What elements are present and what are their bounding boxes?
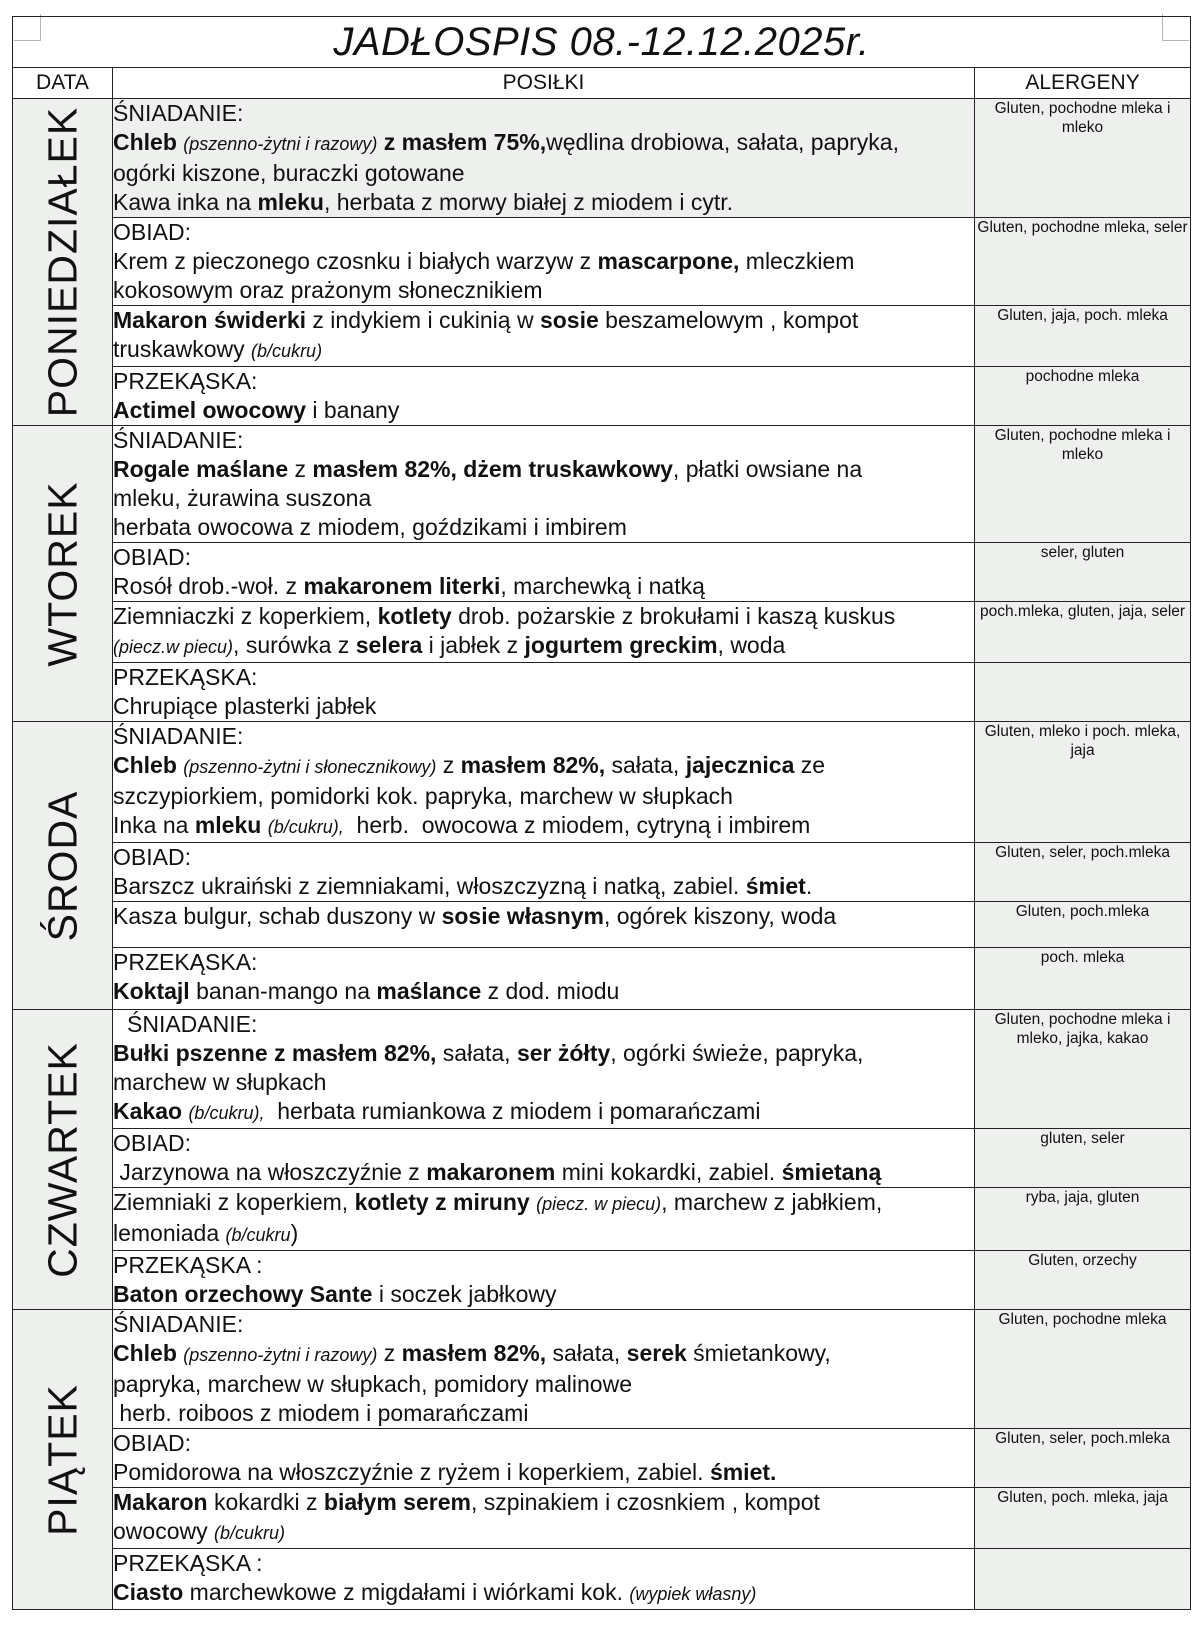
meal-line: [113, 631, 974, 662]
meal-text-bold: z masłem 75%,: [383, 129, 547, 155]
menu-row: [13, 1549, 1191, 1610]
meal-text-note: (wypiek własny): [629, 1584, 757, 1604]
meal-line: [113, 1129, 974, 1158]
meal-text-bold: masłem 82%,: [460, 752, 606, 778]
meal-line: [113, 1339, 974, 1370]
allergens-cell: Gluten, pochodne mleka i mleko: [975, 426, 1191, 543]
meal-text: , płatki owsiane na: [672, 456, 863, 482]
meal-line: [113, 1039, 974, 1068]
menu-row: [13, 1488, 1191, 1549]
meal-text-bold: kotlety z miruny: [354, 1189, 530, 1215]
meal-text: , ogórki świeże, papryka,: [610, 1040, 864, 1066]
meal-text: Ziemniaczki z koperkiem,: [113, 603, 378, 629]
allergens-cell: Gluten, pochodne mleka: [975, 1310, 1191, 1429]
allergens-cell: Gluten, orzechy: [975, 1251, 1191, 1310]
meal-text-note: (piecz. w piecu): [536, 1194, 662, 1214]
meal-text: OBIAD:: [113, 219, 191, 245]
meal-text-bold: Chleb: [113, 752, 177, 778]
meal-text: mleku, żurawina suszona: [113, 485, 372, 511]
meal-text: herbata owocowa z miodem, goździkami i imbirem: [113, 514, 627, 540]
meal-text: OBIAD:: [113, 1430, 191, 1456]
meal-line: [113, 1188, 974, 1219]
meal-cell: [113, 1549, 975, 1610]
meal-text-bold: białym serem: [323, 1489, 471, 1515]
meal-line: [113, 1549, 974, 1578]
meal-text-bold: jajecznica: [685, 752, 795, 778]
meal-text: kokosowym oraz prażonym słonecznikiem: [113, 277, 543, 303]
meal-text: z: [288, 456, 313, 482]
meal-text-bold: sosie własnym: [441, 903, 604, 929]
meal-line: [113, 1488, 974, 1517]
menu-row: [13, 948, 1191, 1010]
meal-text-note: (pszenno-żytni i razowy): [183, 134, 378, 154]
meal-cell: [113, 1188, 975, 1251]
column-header-allergens: ALERGENY: [975, 68, 1191, 99]
meal-text-bold: sosie: [539, 307, 599, 333]
meal-line: [113, 572, 974, 601]
meal-cell: [113, 948, 975, 1010]
meal-text-bold: Actimel owocowy: [113, 397, 306, 423]
meal-text: marchew w słupkach: [113, 1069, 327, 1095]
meal-text-bold: mleku: [257, 189, 324, 215]
meal-text-bold: Makaron świderki: [113, 307, 307, 333]
meal-text: sałata,: [605, 752, 686, 778]
meal-line: [113, 948, 974, 977]
menu-row: [13, 218, 1191, 306]
menu-row: [13, 367, 1191, 426]
meal-cell: [113, 843, 975, 902]
meal-text-bold: mascarpone,: [597, 248, 740, 274]
day-cell: [13, 99, 113, 426]
meal-text: Chrupiące plasterki jabłek: [113, 693, 377, 719]
meal-line: [113, 1399, 974, 1428]
allergens-cell: poch. mleka: [975, 948, 1191, 1010]
meal-text: z indykiem i cukinią w: [306, 307, 540, 333]
meal-text-bold: makaronem literki: [303, 573, 501, 599]
meal-text: śmietankowy,: [686, 1340, 831, 1366]
meal-line: [113, 455, 974, 484]
menu-title: JADŁOSPIS 08.-12.12.2025r.: [13, 17, 1191, 68]
menu-row: [13, 1010, 1191, 1129]
meal-text-bold: maślance: [376, 978, 482, 1004]
meal-text: mleczkiem: [739, 248, 855, 274]
meal-text: papryka, marchew w słupkach, pomidory malinowe: [113, 1371, 632, 1397]
meal-cell: [113, 902, 975, 948]
meal-text: , surówka z: [233, 632, 356, 658]
meal-cell: [113, 426, 975, 543]
allergens-cell: Gluten, mleko i poch. mleka, jaja: [975, 722, 1191, 843]
meal-text: mini kokardki, zabiel.: [555, 1159, 782, 1185]
meal-line: [113, 1429, 974, 1458]
meal-line: [113, 663, 974, 692]
meal-line: [113, 128, 974, 159]
allergens-cell: seler, gluten: [975, 543, 1191, 602]
allergens-cell: pochodne mleka: [975, 367, 1191, 426]
meal-line: [113, 902, 974, 931]
meal-line: [113, 218, 974, 247]
menu-row: [13, 1429, 1191, 1488]
meal-cell: [113, 1429, 975, 1488]
allergens-cell: Gluten, seler, poch.mleka: [975, 1429, 1191, 1488]
meal-line: [113, 1280, 974, 1309]
allergens-cell: Gluten, pochodne mleka i mleko, jajka, kakao: [975, 1010, 1191, 1129]
day-label: ŚRODA: [39, 790, 85, 941]
meal-text: ŚNIADANIE:: [113, 1311, 244, 1337]
menu-row: [13, 1251, 1191, 1310]
meal-text-note: (b/cukru: [225, 1225, 291, 1245]
meal-cell: [113, 722, 975, 843]
meal-line: [113, 1578, 974, 1609]
meal-line: [113, 1458, 974, 1487]
meal-text: z: [436, 752, 461, 778]
allergens-cell: Gluten, pochodne mleka, seler: [975, 218, 1191, 306]
meal-line: [113, 543, 974, 572]
meal-text-note: (pszenno-żytni i słonecznikowy): [183, 757, 437, 777]
meal-text: PRZEKĄSKA:: [113, 368, 258, 394]
meal-text: i soczek jabłkowy: [372, 1281, 557, 1307]
meal-line: [113, 1010, 974, 1039]
meal-text-bold: Makaron: [113, 1489, 208, 1515]
meal-text: Barszcz ukraiński z ziemniakami, włoszczyzną i natką, zabiel.: [113, 873, 746, 899]
allergens-cell: Gluten, poch. mleka, jaja: [975, 1488, 1191, 1549]
meal-text-bold: Chleb: [113, 1340, 177, 1366]
allergens-cell: [975, 663, 1191, 722]
meal-line: [113, 159, 974, 188]
meal-text: z: [377, 1340, 402, 1366]
meal-text-bold: ser żółty: [516, 1040, 611, 1066]
meal-text: PRZEKĄSKA :: [113, 1550, 263, 1576]
meal-text-bold: makaronem: [426, 1159, 556, 1185]
meal-cell: [113, 1488, 975, 1549]
meal-text: PRZEKĄSKA:: [113, 949, 258, 975]
meal-text-bold: selera: [355, 632, 423, 658]
meal-text-note: (b/cukru): [251, 341, 323, 361]
meal-text: .: [805, 873, 813, 899]
meal-text-bold: śmietaną: [781, 1159, 882, 1185]
meal-text: , ogórek kiszony, woda: [603, 903, 837, 929]
meal-line: [113, 1370, 974, 1399]
meal-line: [113, 188, 974, 217]
meal-text: beszamelowym , kompot: [598, 307, 859, 333]
meal-text: Ziemniaki z koperkiem,: [113, 1189, 355, 1215]
meal-text: ŚNIADANIE:: [113, 100, 244, 126]
menu-row: [13, 1188, 1191, 1251]
menu-row: [13, 902, 1191, 948]
meal-cell: [113, 99, 975, 218]
meal-text-bold: Baton orzechowy Sante: [113, 1281, 373, 1307]
meal-text-bold: śmiet: [745, 873, 806, 899]
meal-text: herb. owocowa z miodem, cytryną i imbirem: [343, 812, 811, 838]
meal-text-note: (b/cukru): [213, 1523, 285, 1543]
meal-line: [113, 692, 974, 721]
day-cell: [13, 1010, 113, 1310]
meal-text-bold: masłem 82%, dżem truskawkowy: [312, 456, 673, 482]
meal-text-bold: Koktajl: [113, 978, 190, 1004]
meal-line: [113, 722, 974, 751]
meal-text-bold: Bułki pszenne z masłem 82%,: [113, 1040, 437, 1066]
meal-line: [113, 335, 974, 366]
column-header-meals: POSIŁKI: [113, 68, 975, 99]
day-label: PONIEDZIAŁEK: [39, 106, 85, 418]
meal-text-bold: kotlety: [377, 603, 452, 629]
allergens-cell: [975, 1549, 1191, 1610]
meal-text: OBIAD:: [113, 1130, 191, 1156]
meal-line: [113, 306, 974, 335]
meal-line: [113, 1251, 974, 1280]
meal-line: [113, 1068, 974, 1097]
meal-text: owocowy: [113, 1518, 214, 1544]
meal-line: [113, 843, 974, 872]
day-cell: [13, 1310, 113, 1610]
menu-row: [13, 306, 1191, 367]
meal-line: [113, 1158, 974, 1187]
meal-text: lemoniada: [113, 1220, 226, 1246]
meal-text: ŚNIADANIE:: [127, 1011, 258, 1037]
meal-text: truskawkowy: [113, 336, 252, 362]
meal-line: [113, 276, 974, 305]
meal-text: , marchew z jabłkiem,: [661, 1189, 883, 1215]
meal-text: ze: [794, 752, 826, 778]
meal-cell: [113, 1251, 975, 1310]
allergens-cell: Gluten, poch.mleka: [975, 902, 1191, 948]
meal-text-bold: mleku: [194, 812, 262, 838]
menu-row: [13, 426, 1191, 543]
meal-text: wędlina drobiowa, sałata, papryka,: [546, 129, 899, 155]
menu-row: [13, 99, 1191, 218]
meal-text-bold: Kakao: [113, 1098, 183, 1124]
meal-line: [113, 367, 974, 396]
meal-text: OBIAD:: [113, 844, 191, 870]
meal-text-bold: jogurtem greckim: [524, 632, 718, 658]
menu-row: [13, 1129, 1191, 1188]
menu-row: [13, 663, 1191, 722]
meal-text: Kawa inka na: [113, 189, 258, 215]
meal-text: marchewkowe z migdałami i wiórkami kok.: [183, 1579, 630, 1605]
meal-line: [113, 602, 974, 631]
meal-text: ŚNIADANIE:: [113, 723, 244, 749]
column-header-date: DATA: [13, 68, 113, 99]
meal-cell: [113, 218, 975, 306]
meal-line: [113, 99, 974, 128]
meal-line: [113, 247, 974, 276]
meal-cell: [113, 1310, 975, 1429]
meal-cell: [113, 1129, 975, 1188]
meal-text: i banany: [305, 397, 400, 423]
allergens-cell: Gluten, pochodne mleka i mleko: [975, 99, 1191, 218]
meal-text: banan-mango na: [189, 978, 377, 1004]
meal-text: OBIAD:: [113, 544, 191, 570]
meal-text: kokardki z: [207, 1489, 324, 1515]
day-label: CZWARTEK: [39, 1041, 85, 1278]
meal-text-note: (b/cukru),: [267, 817, 344, 837]
meal-line: [113, 782, 974, 811]
menu-body: [13, 99, 1191, 1610]
meal-text: sałata,: [546, 1340, 627, 1366]
day-cell: [13, 722, 113, 1010]
meal-line: [113, 513, 974, 542]
meal-text-bold: Ciasto: [113, 1579, 184, 1605]
day-label: PIĄTEK: [39, 1383, 85, 1536]
meal-line: [113, 1097, 974, 1128]
meal-line: [113, 751, 974, 782]
meal-text: ): [290, 1220, 299, 1246]
menu-row: [13, 1310, 1191, 1429]
meal-text: Pomidorowa na włoszczyźnie z ryżem i koperkiem, zabiel.: [113, 1459, 710, 1485]
meal-text-bold: masłem 82%,: [401, 1340, 547, 1366]
allergens-cell: ryba, jaja, gluten: [975, 1188, 1191, 1251]
meal-text: , szpinakiem i czosnkiem , kompot: [470, 1489, 820, 1515]
menu-row: [13, 543, 1191, 602]
menu-table: [12, 16, 1191, 1610]
meal-text: PRZEKĄSKA :: [113, 1252, 263, 1278]
meal-text-note: (pszenno-żytni i razowy): [183, 1345, 378, 1365]
meal-text: szczypiorkiem, pomidorki kok. papryka, marchew w słupkach: [113, 783, 733, 809]
menu-row: [13, 722, 1191, 843]
allergens-cell: Gluten, seler, poch.mleka: [975, 843, 1191, 902]
meal-text: Inka na: [113, 812, 195, 838]
meal-text-note: (piecz.w piecu): [113, 637, 234, 657]
meal-text: , herbata z morwy białej z miodem i cytr.: [323, 189, 733, 215]
meal-text: herbata rumiankowa z miodem i pomarańczami: [264, 1098, 761, 1124]
meal-line: [113, 1219, 974, 1250]
meal-text: i jabłek z: [422, 632, 525, 658]
meal-line: [113, 484, 974, 513]
allergens-cell: poch.mleka, gluten, jaja, seler: [975, 602, 1191, 663]
meal-cell: [113, 367, 975, 426]
meal-text-bold: Rogale maślane: [113, 456, 289, 482]
meal-text-bold: śmiet.: [709, 1459, 777, 1485]
meal-line: [113, 811, 974, 842]
meal-text: Jarzynowa na włoszczyźnie z: [113, 1159, 427, 1185]
allergens-cell: gluten, seler: [975, 1129, 1191, 1188]
day-label: WTOREK: [39, 480, 85, 667]
meal-text: Krem z pieczonego czosnku i białych warzyw z: [113, 248, 598, 274]
meal-text: PRZEKĄSKA:: [113, 664, 258, 690]
meal-line: [113, 1517, 974, 1548]
meal-text: ŚNIADANIE:: [113, 427, 244, 453]
meal-line: [113, 1310, 974, 1339]
meal-text: , woda: [717, 632, 786, 658]
meal-text: ogórki kiszone, buraczki gotowane: [113, 160, 465, 186]
meal-text: , marchewką i natką: [500, 573, 705, 599]
meal-text: herb. roiboos z miodem i pomarańczami: [113, 1400, 529, 1426]
menu-row: [13, 843, 1191, 902]
meal-cell: [113, 602, 975, 663]
menu-row: [13, 602, 1191, 663]
meal-text: Rosół drob.-woł. z: [113, 573, 304, 599]
meal-cell: [113, 1010, 975, 1129]
meal-cell: [113, 306, 975, 367]
meal-text: drob. pożarskie z brokułami i kaszą kuskus: [451, 603, 896, 629]
meal-line: [113, 426, 974, 455]
allergens-cell: Gluten, jaja, poch. mleka: [975, 306, 1191, 367]
meal-text-bold: Chleb: [113, 129, 177, 155]
meal-text: z dod. miodu: [481, 978, 620, 1004]
meal-text: Kasza bulgur, schab duszony w: [113, 903, 442, 929]
meal-cell: [113, 543, 975, 602]
day-cell: [13, 426, 113, 722]
meal-text-note: (b/cukru),: [188, 1103, 265, 1123]
meal-line: [113, 396, 974, 425]
meal-text: sałata,: [436, 1040, 517, 1066]
meal-line: [113, 977, 974, 1006]
meal-text-bold: serek: [626, 1340, 687, 1366]
meal-line: [113, 872, 974, 901]
meal-cell: [113, 663, 975, 722]
